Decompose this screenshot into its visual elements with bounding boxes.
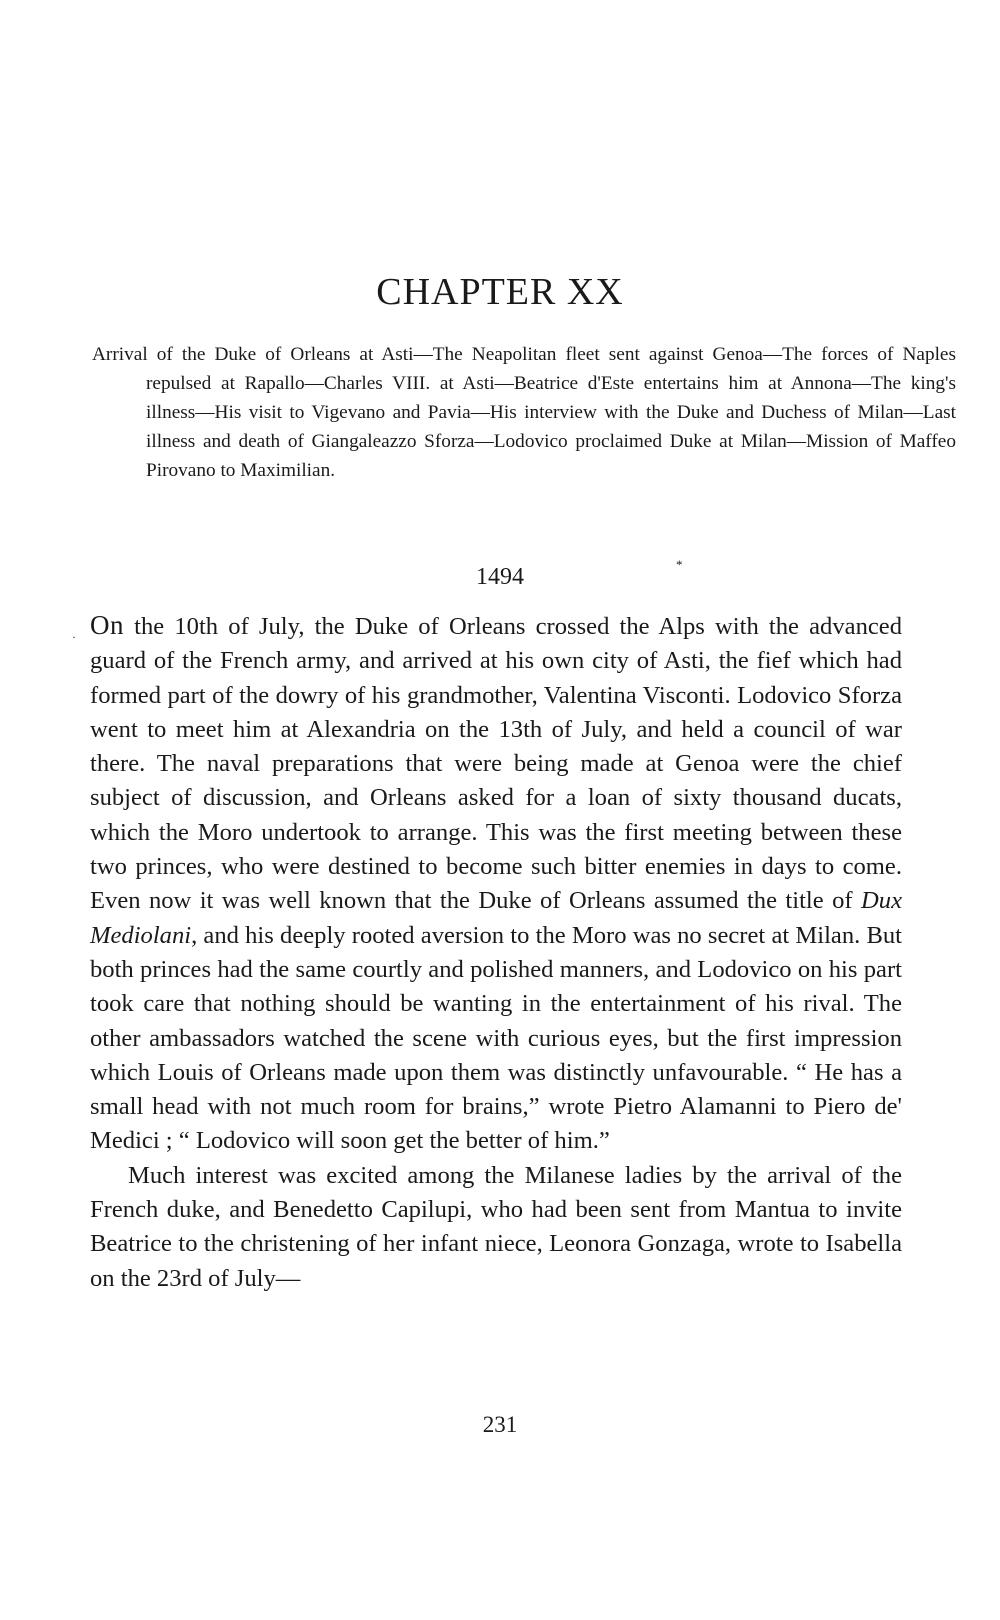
paragraph-2: Much interest was excited among the Milanese ladies by the arrival of the French duke, and Benedetto Capilupi, who had been sent from Mantua to invite Beatrice to the christening of her infant niece, Leonora Gonzaga, wrote to Isabella on the 23rd of July— xyxy=(90,1161,902,1292)
opening-word: On xyxy=(90,610,124,640)
year-mark: * xyxy=(676,557,683,572)
body-text xyxy=(90,608,902,1296)
paragraph-1-text-b: , and his deeply rooted aversion to the Moro was no secret at Milan. But both princes had the same courtly and polished manners, and Lodovico on his part took care that nothing should be wanting in the entertainment of his rival. The other ambassadors watched the scene with curious eyes, but the first impression which Louis of Orleans made upon them was distinctly unfavourable. “ He has a small head with not much room for brains,” wrote Pietro Alamanni to Piero de' Medici ; “ Lodovico will soon get the better of him.” xyxy=(90,921,902,1155)
margin-mark: · xyxy=(72,630,76,644)
paragraph-1-text-a: the 10th of July, the Duke of Orleans crossed the Alps with the advanced guard of the French army, and arrived at his own city of Asti, the fief which had formed part of the dowry of his grandmother, Valentina Visconti. Lodovico Sforza went to meet him at Alexandria on the 13th of July, and held a council of war there. The naval preparations that were being made at Genoa were the chief subject of discussion, and Orleans asked for a loan of sixty thousand ducats, which the Moro undertook to arrange. This was the first meeting between these two princes, who were destined to become such bitter enemies in days to come. Even now it was well known that the Duke of Orleans assumed the title of xyxy=(90,613,902,915)
italic-title: Dux Mediolani xyxy=(90,887,902,949)
chapter-summary: Arrival of the Duke of Orleans at Asti—The Neapolitan fleet sent against Genoa—The forces of Naples repulsed at Rapallo—Charles VIII. at Asti—Beatrice d'Este entertains him at Annona—The king's illness—His visit to Vigevano and Pavia—His interview with the Duke and Duchess of Milan—Last illness and death of Giangaleazzo Sforza—Lodovico proclaimed Duke at Milan—Mission of Maffeo Pirovano to Maximilian. xyxy=(92,344,956,481)
chapter-title: CHAPTER XX xyxy=(376,271,624,313)
year-heading: 1494 xyxy=(476,564,524,590)
page-number: 231 xyxy=(482,1412,518,1437)
paragraph-1 xyxy=(90,608,902,1159)
